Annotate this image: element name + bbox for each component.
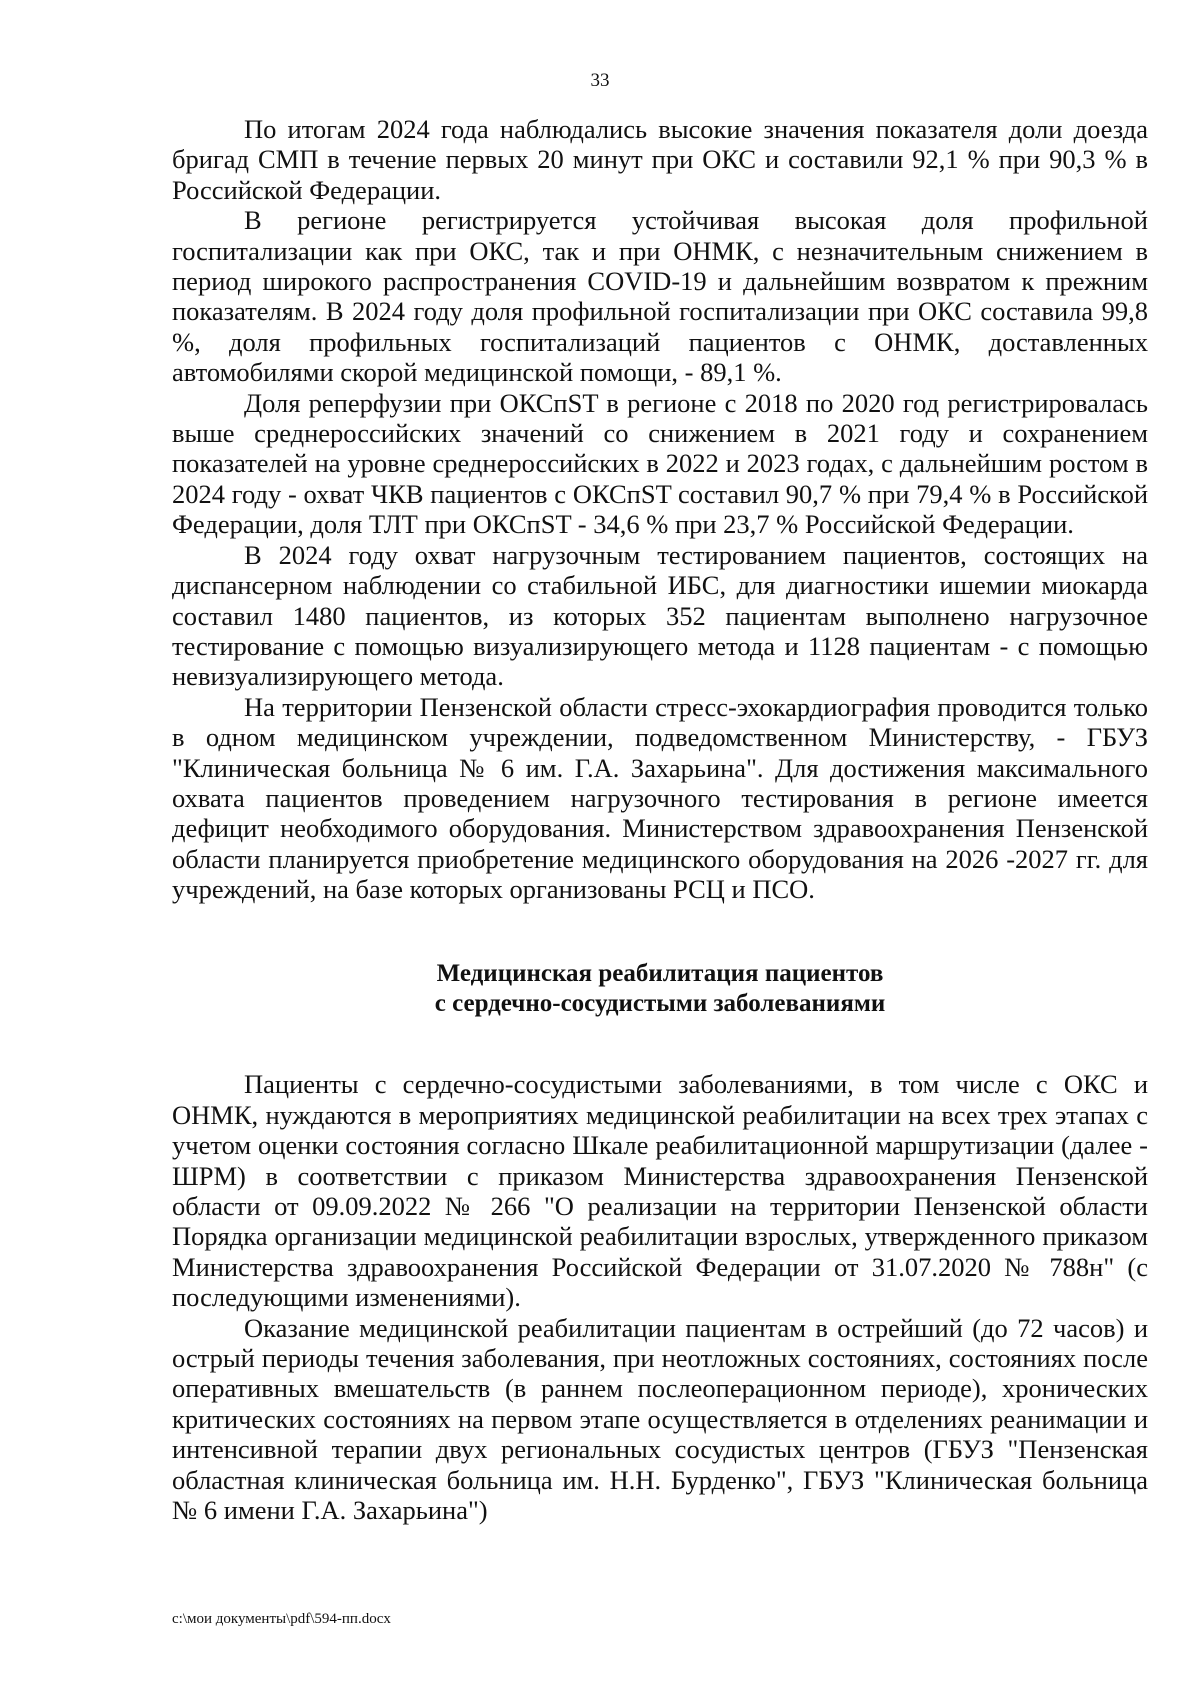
- footer-file-path: c:\мои документы\pdf\594-пп.docx: [172, 1611, 391, 1627]
- paragraph-stress-echo: На территории Пензенской области стресс-эхокардиография проводится только в одном медицинском учреждении, подведомственном Министерству, - ГБУЗ "Клиническая больница № 6 им. Г.А. Захарьина". Для достижения максимального охвата пациентов проведением нагрузочного тестирования в регионе имеется дефицит необходимого оборудования. Министерством здравоохранения Пензенской области планируется приобретение медицинского оборудования на 2026 -2027 гг. для учреждений, на базе которых организованы РСЦ и ПСО.: [172, 691, 1148, 905]
- section-heading-line-1: Медицинская реабилитация пациентов: [436, 959, 884, 987]
- paragraph-rehabilitation-need: Пациенты с сердечно-сосудистыми заболеваниями, в том числе с ОКС и ОНМК, нуждаются в мероприятиях медицинской реабилитации на всех трех этапах с учетом оценки состояния согласно Шкале реабилитационной маршрутизации (далее - ШРМ) в соответствии с приказом Министерства здравоохранения Пензенской области от 09.09.2022 № 266 "О реализации на территории Пензенской области Порядка организации медицинской реабилитации взрослых, утвержденного приказом Министерства здравоохранения Российской Федерации от 31.07.2020 № 788н" (с последующими изменениями).: [172, 1069, 1148, 1313]
- paragraph-stress-testing: В 2024 году охват нагрузочным тестированием пациентов, состоящих на диспансерном наблюдении со стабильной ИБС, для диагностики ишемии миокарда составил 1480 пациентов, из которых 352 пациентам выполнено нагрузочное тестирование с помощью визуализирующего метода и 1128 пациентам - с помощью невизуализирующего метода.: [172, 539, 1148, 692]
- paragraph-rehabilitation-first-stage: Оказание медицинской реабилитации пациентам в острейший (до 72 часов) и острый периоды течения заболевания, при неотложных состояниях, состояниях после оперативных вмешательств (в раннем послеоперационном периоде), хронических критических состояниях на первом этапе осуществляется в отделениях реанимации и интенсивной терапии двух региональных сосудистых центров (ГБУЗ "Пензенская областная клиническая больница им. Н.Н. Бурденко", ГБУЗ "Клиническая больница № 6 имени Г.А. Захарьина"): [172, 1312, 1148, 1526]
- paragraph-ambulance-arrival: По итогам 2024 года наблюдались высокие значения показателя доли доезда бригад СМП в течение первых 20 минут при ОКС и составили 92,1 % при 90,3 % в Российской Федерации.: [172, 114, 1148, 205]
- document-body: [172, 114, 1148, 1525]
- page-number: 33: [590, 70, 610, 91]
- section-heading: [172, 905, 1148, 1070]
- section-heading-line-2: с сердечно-сосудистыми заболеваниями: [434, 989, 886, 1017]
- paragraph-reperfusion: Доля реперфузии при ОКСпST в регионе с 2018 по 2020 год регистрировалась выше среднероссийских значений со снижением в 2021 году и сохранением показателей на уровне среднероссийских в 2022 и 2023 годах, с дальнейшим ростом в 2024 году - охват ЧКВ пациентов с ОКСпST составил 90,7 % при 79,4 % в Российской Федерации, доля ТЛТ при ОКСпST - 34,6 % при 23,7 % Российской Федерации.: [172, 387, 1148, 540]
- paragraph-profile-hospitalization: В регионе регистрируется устойчивая высокая доля профильной госпитализации как при ОКС, так и при ОНМК, с незначительным снижением в период широкого распространения COVID-19 и дальнейшим возвратом к прежним показателям. В 2024 году доля профильной госпитализации при ОКС составила 99,8 %, доля профильных госпитализаций пациентов с ОНМК, доставленных автомобилями скорой медицинской помощи, - 89,1 %.: [172, 205, 1148, 388]
